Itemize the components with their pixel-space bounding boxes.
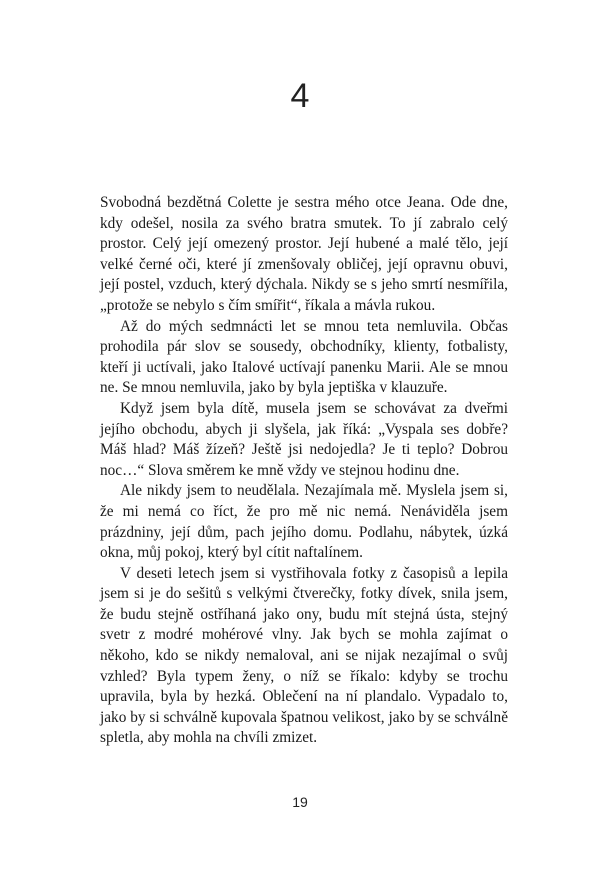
paragraph-2: Až do mých sedmnácti let se mnou teta nemluvila. Občas prohodila pár slov se sousedy, obchodníky, klienty, fotbalisty, kteří ji uctívali, jako Italové uctívají panenku Marii. Ale se mnou ne. Se mnou nemluvila, jako by byla jeptiška v klauzuře. (100, 317, 508, 397)
paragraph-1: Svobodná bezdětná Colette je sestra mého otce Jeana. Ode dne, kdy odešel, nosila za svého bratra smutek. To jí zabralo celý prostor. Celý její omezený prostor. Její hubené a malé tělo, její velké černé oči, které jí zmenšovaly obličej, její opravnu obuvi, její postel, vzduch, který dýchala. Nikdy se s jeho smrtí nesmířila, „protože se nebylo s čím smířit“, říkala a mávla rukou. (100, 194, 508, 314)
body-text (100, 193, 508, 749)
paragraph-3: Když jsem byla dítě, musela jsem se schovávat za dveřmi jejího obchodu, abych ji slyšela, jak říká: „Vyspala ses dobře? Máš hlad? Máš žízeň? Ještě jsi nedojedla? Je ti teplo? Dobrou noc…“ Slova směrem ke mně vždy ve stejnou hodinu dne. (100, 399, 508, 479)
paragraph-5: V deseti letech jsem si vystřihovala fotky z časopisů a lepila jsem si je do sešitů s velkými čtverečky, fotky dívek, snila jsem, že budu stejně ostříhaná jako ony, budu mít stejná ústa, stejný svetr z modré mohérové vlny. Jak bych se mohla zajímat o někoho, kdo se nikdy nemaloval, ani se nijak nezajímal o svůj vzhled? Byla typem ženy, o níž se říkalo: kdyby se trochu upravila, byla by hezká. Oblečení na ní plandalo. Vypadalo to, jako by si schválně kupovala špatnou velikost, jako by se schválně spletla, aby mohla na chvíli zmizet. (100, 564, 508, 747)
chapter-number: 4 (290, 77, 310, 115)
page-number: 19 (292, 794, 308, 810)
paragraph-4: Ale nikdy jsem to neudělala. Nezajímala mě. Myslela jsem si, že mi nemá co říct, že pro mě nic nemá. Nenáviděla jsem prázdniny, její dům, pach jejího domu. Podlahu, nábytek, úzká okna, můj pokoj, který byl cítit naftalínem. (100, 482, 508, 562)
